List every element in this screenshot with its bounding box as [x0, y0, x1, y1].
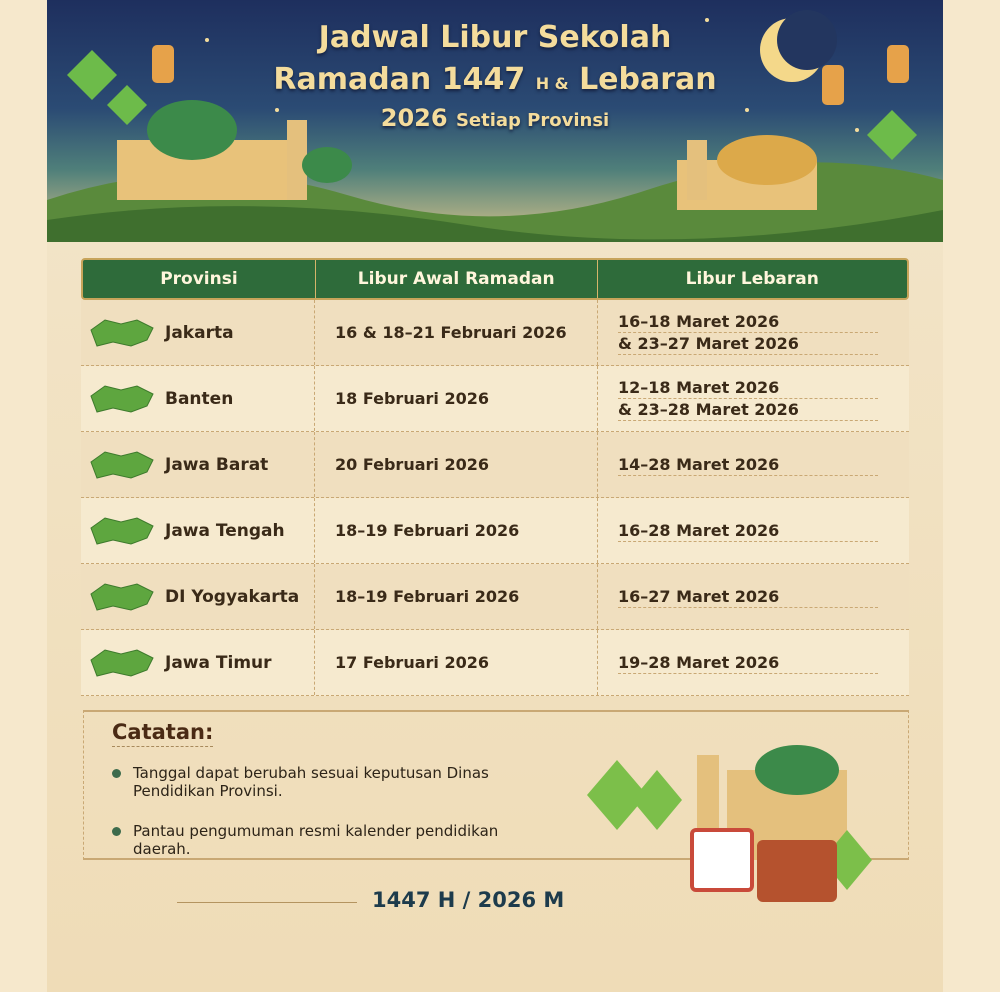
title-ramadan: Ramadan 1447 — [273, 62, 526, 97]
ramadan-date: 18–19 Februari 2026 — [315, 498, 598, 563]
title-line-3 — [47, 104, 943, 132]
lebaran-cell — [598, 432, 909, 497]
province-map-icon — [87, 382, 157, 416]
lebaran-cell — [598, 300, 909, 365]
lebaran-cell — [598, 564, 909, 629]
province-name: Jawa Timur — [165, 652, 272, 673]
ramadan-date: 18–19 Februari 2026 — [315, 564, 598, 629]
province-name: Jawa Barat — [165, 454, 269, 475]
lebaran-date: 12–18 Maret 2026 — [618, 377, 878, 399]
footer-year: 1447 H / 2026 M — [372, 888, 565, 912]
lebaran-date: & 23–28 Maret 2026 — [618, 399, 878, 421]
bullet-icon — [112, 769, 121, 778]
poster — [47, 0, 943, 992]
note-item — [112, 822, 552, 858]
title-year: 2026 — [380, 104, 448, 132]
province-name: Jawa Tengah — [165, 520, 285, 541]
title-line-1: Jadwal Libur Sekolah — [318, 20, 672, 55]
province-cell — [81, 564, 315, 629]
title-subtitle: Setiap Provinsi — [455, 110, 610, 131]
province-cell — [81, 432, 315, 497]
province-map-icon — [87, 580, 157, 614]
note-text: Tanggal dapat berubah sesuai keputusan Dinas Pendidikan Provinsi. — [133, 764, 489, 800]
province-map-icon — [87, 316, 157, 350]
title-line-2 — [47, 62, 943, 97]
lebaran-cell — [598, 498, 909, 563]
lebaran-date: 16–27 Maret 2026 — [618, 586, 878, 608]
title-h: H & — [535, 74, 569, 93]
lebaran-cell — [598, 630, 909, 695]
province-name: DI Yogyakarta — [165, 586, 300, 607]
ramadan-date: 17 Februari 2026 — [315, 630, 598, 695]
lebaran-date: & 23–27 Maret 2026 — [618, 333, 878, 355]
notes-title: Catatan: — [112, 720, 213, 747]
province-name: Jakarta — [165, 322, 234, 343]
bullet-icon — [112, 827, 121, 836]
province-map-icon — [87, 448, 157, 482]
column-header-ramadan: Libur Awal Ramadan — [316, 260, 598, 298]
table-row — [81, 630, 909, 696]
province-map-icon — [87, 646, 157, 680]
province-cell — [81, 300, 315, 365]
note-text: Pantau pengumuman resmi kalender pendidikan daerah. — [133, 822, 499, 858]
table-row — [81, 300, 909, 366]
schedule-table — [81, 258, 909, 696]
lebaran-date: 14–28 Maret 2026 — [618, 454, 878, 476]
ramadan-date: 16 & 18–21 Februari 2026 — [315, 300, 598, 365]
table-row — [81, 498, 909, 564]
column-header-province: Provinsi — [83, 260, 316, 298]
table-row — [81, 432, 909, 498]
note-item — [112, 764, 552, 800]
province-cell — [81, 630, 315, 695]
lebaran-cell — [598, 366, 909, 431]
province-map-icon — [87, 514, 157, 548]
ramadan-date: 20 Februari 2026 — [315, 432, 598, 497]
hero-banner — [47, 0, 943, 242]
table-row — [81, 366, 909, 432]
lebaran-date: 16–28 Maret 2026 — [618, 520, 878, 542]
title-lebaran: Lebaran — [579, 62, 717, 97]
lebaran-date: 16–18 Maret 2026 — [618, 311, 878, 333]
lebaran-date: 19–28 Maret 2026 — [618, 652, 878, 674]
province-cell — [81, 366, 315, 431]
table-header — [81, 258, 909, 300]
province-name: Banten — [165, 388, 234, 409]
province-cell — [81, 498, 315, 563]
table-row — [81, 564, 909, 630]
column-header-lebaran: Libur Lebaran — [685, 269, 819, 289]
ramadan-date: 18 Februari 2026 — [315, 366, 598, 431]
